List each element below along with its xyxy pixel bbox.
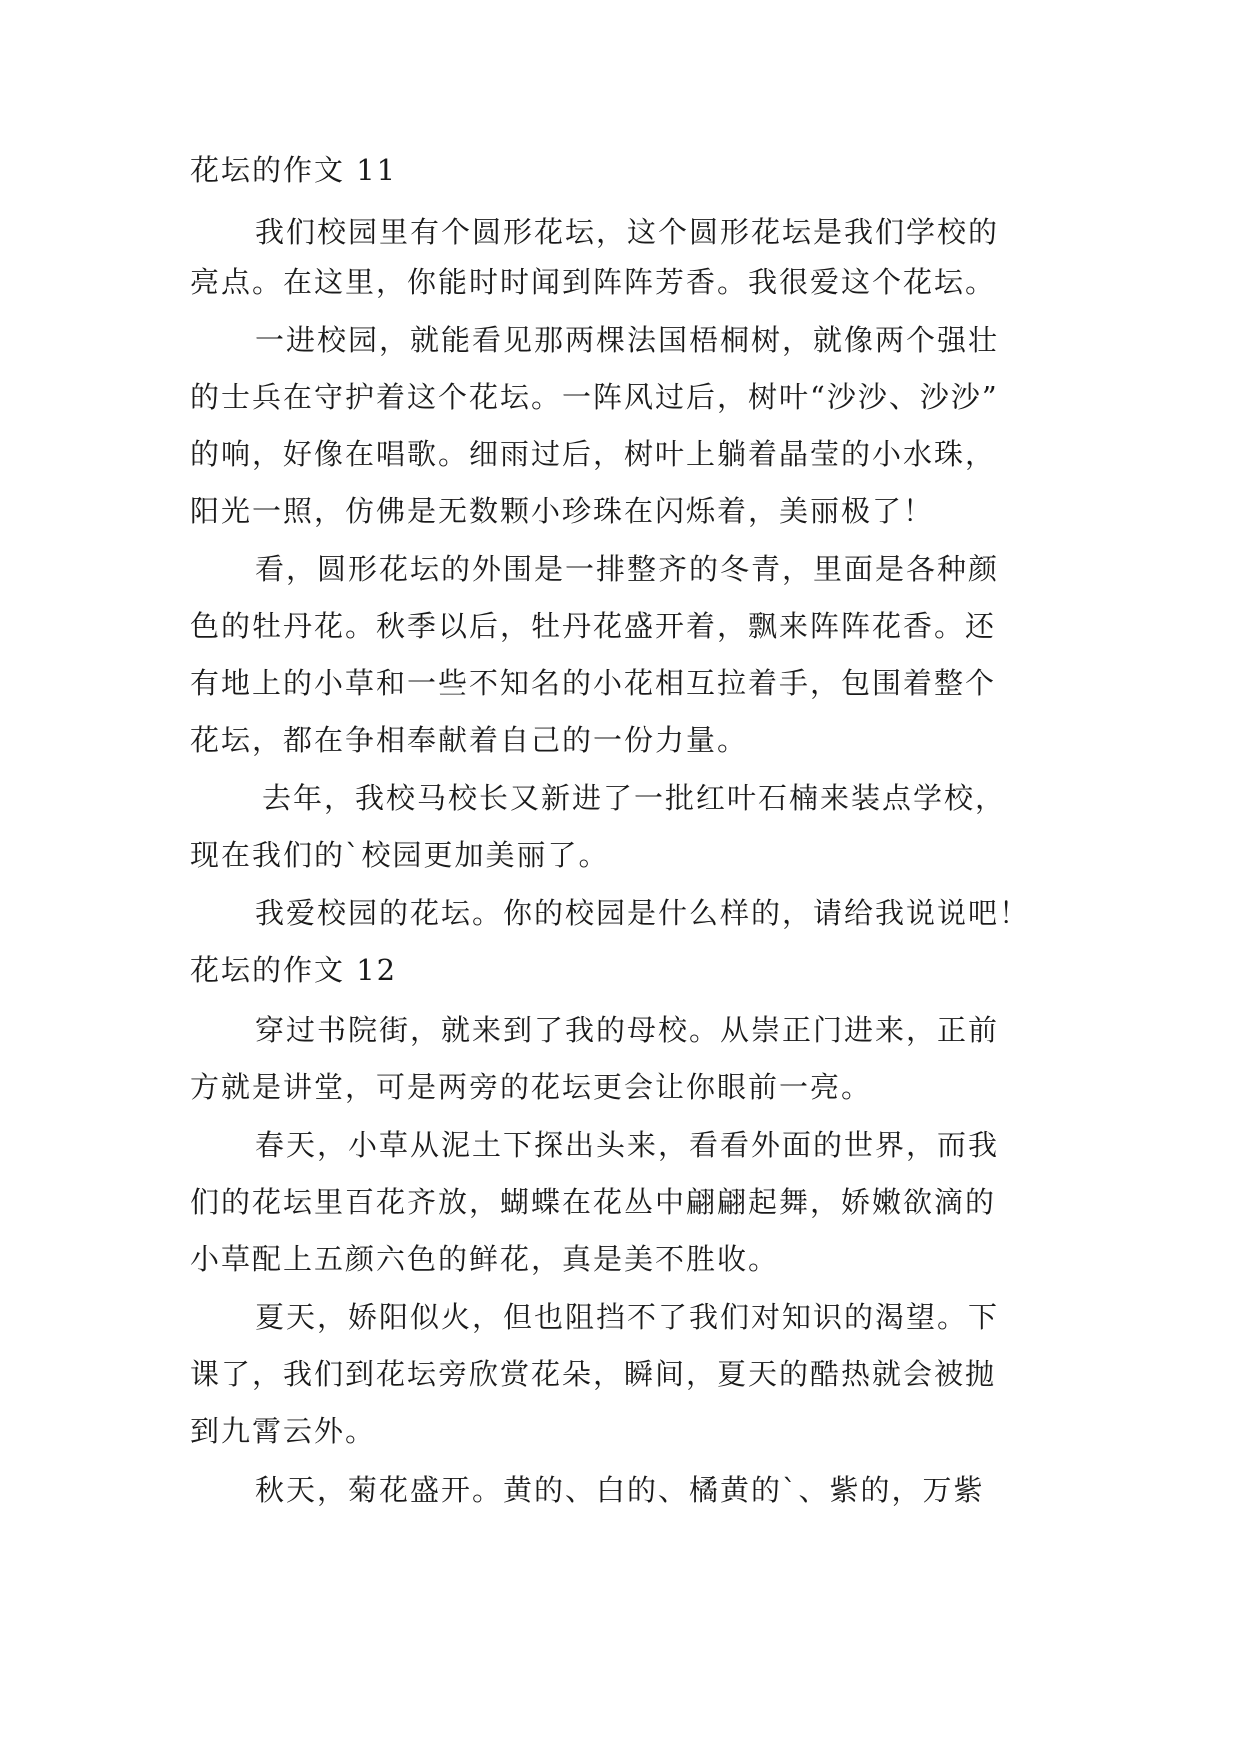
text-line: 秋天，菊花盛开。黄的、白的、橘黄的`、紫的，万紫 — [255, 1473, 985, 1507]
text-line: 花坛，都在争相奉献着自己的一份力量。 — [190, 723, 749, 757]
text-line: 的士兵在守护着这个花坛。一阵风过后，树叶“沙沙、沙沙” — [190, 380, 999, 414]
text-line: 方就是讲堂，可是两旁的花坛更会让你眼前一亮。 — [190, 1070, 873, 1104]
text-line: 们的花坛里百花齐放，蝴蝶在花丛中翩翩起舞，娇嫩欲滴的 — [190, 1185, 997, 1219]
text-line: 现在我们的`校园更加美丽了。 — [190, 838, 610, 872]
text-line: 穿过书院街，就来到了我的母校。从崇正门进来，正前 — [255, 1013, 1000, 1047]
text-line: 看，圆形花坛的外围是一排整齐的冬青，里面是各种颜 — [255, 552, 1000, 586]
text-line: 夏天，娇阳似火，但也阻挡不了我们对知识的渴望。下 — [255, 1300, 1000, 1334]
essay-title-11: 花坛的作文 11 — [190, 153, 398, 187]
text-line: 我爱校园的花坛。你的校园是什么样的，请给我说说吧！ — [255, 896, 1031, 930]
text-line: 春天，小草从泥土下探出头来，看看外面的世界，而我 — [255, 1128, 1000, 1162]
text-line: 阳光一照，仿佛是无数颗小珍珠在闪烁着，美丽极了！ — [190, 494, 935, 528]
text-line: 到九霄云外。 — [190, 1414, 377, 1448]
essay-title-12: 花坛的作文 12 — [190, 953, 398, 987]
text-line: 小草配上五颜六色的鲜花，真是美不胜收。 — [190, 1242, 780, 1276]
text-line: 有地上的小草和一些不知名的小花相互拉着手，包围着整个 — [190, 666, 997, 700]
text-line: 色的牡丹花。秋季以后，牡丹花盛开着，飘来阵阵花香。还 — [190, 609, 997, 643]
text-line: 课了，我们到花坛旁欣赏花朵，瞬间，夏天的酷热就会被抛 — [190, 1357, 997, 1391]
text-line: 去年，我校马校长又新进了一批红叶石楠来装点学校， — [262, 781, 1007, 815]
text-line: 的响，好像在唱歌。细雨过后，树叶上躺着晶莹的小水珠， — [190, 437, 997, 471]
text-line: 一进校园，就能看见那两棵法国梧桐树，就像两个强壮 — [255, 323, 1000, 357]
text-line: 我们校园里有个圆形花坛，这个圆形花坛是我们学校的 — [255, 215, 1000, 249]
text-line: 亮点。在这里，你能时时闻到阵阵芳香。我很爱这个花坛。 — [190, 265, 997, 299]
